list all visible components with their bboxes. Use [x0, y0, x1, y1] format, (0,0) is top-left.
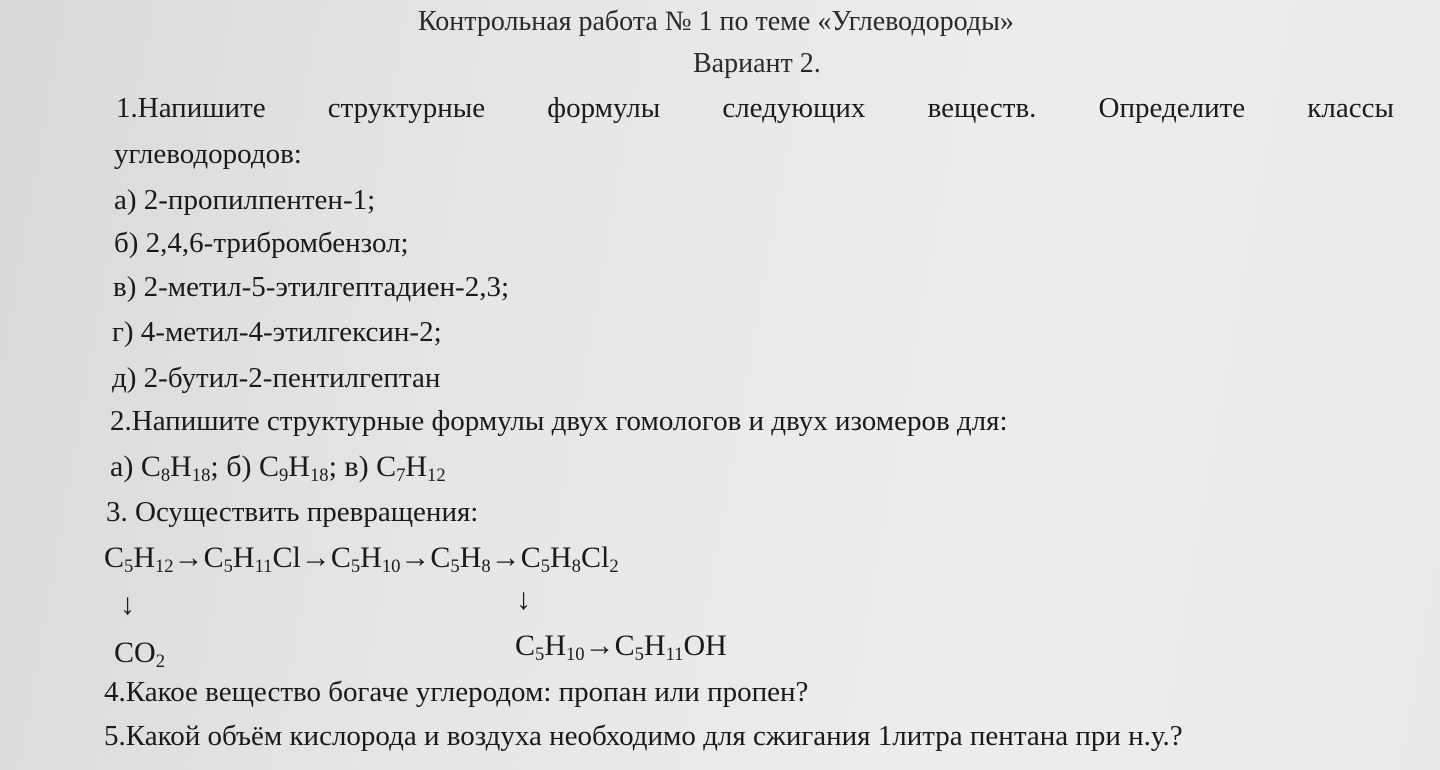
question-2-formulas	[110, 450, 446, 487]
co2-product	[114, 636, 165, 673]
subscript: 5	[350, 556, 361, 578]
element: Cl	[580, 541, 610, 574]
element: CO	[114, 636, 156, 669]
q1-item-b: б) 2,4,6-трибромбензол;	[114, 227, 409, 259]
subscript: 2	[609, 556, 619, 578]
question-1-line-1	[116, 92, 1394, 125]
down-arrow-left: ↓	[120, 588, 135, 621]
subscript: 8	[481, 556, 491, 578]
question-4-text: 4.Какое вещество богаче углеродом: пропан или пропен?	[104, 676, 809, 708]
element: C	[520, 541, 541, 574]
subscript: 5	[535, 644, 545, 666]
subscript: 9	[279, 465, 289, 487]
element: Cl	[272, 541, 301, 574]
subscript: 7	[396, 465, 406, 487]
subscript: 2	[155, 651, 165, 673]
reaction-chain	[104, 541, 619, 578]
down-arrow-right: ↓	[516, 583, 531, 616]
subscript: 5	[634, 644, 644, 666]
subscript: 12	[154, 556, 174, 578]
q1-word: формулы	[547, 92, 661, 124]
reaction-arrow: →	[300, 541, 331, 574]
reaction-arrow: →	[584, 629, 615, 662]
question-1-line-2: углеводородов:	[114, 138, 302, 170]
subscript: 11	[665, 644, 684, 666]
element: H	[643, 629, 666, 662]
q1-word: структурные	[327, 92, 486, 124]
element: H	[288, 450, 310, 483]
q1-item-c: в) 2-метил-5-этилгептадиен-2,3;	[113, 271, 510, 303]
subscript: 10	[565, 644, 585, 666]
element: H	[544, 629, 566, 662]
subscript: 5	[223, 556, 233, 578]
subscript: 5	[540, 556, 550, 578]
q1-word: Определите	[1098, 92, 1246, 124]
reaction-arrow: →	[173, 541, 204, 574]
q1-item-a: а) 2-пропилпентен-1;	[114, 184, 376, 216]
formula-label: ; б)	[210, 450, 259, 483]
reaction-arrow: →	[400, 541, 431, 574]
element: C	[330, 541, 351, 574]
page-title: Контрольная работа № 1 по теме «Углеводороды»	[418, 6, 1014, 37]
element: C	[515, 629, 536, 662]
element: H	[405, 450, 428, 483]
formula-label: а)	[110, 450, 141, 483]
element: H	[360, 541, 382, 574]
element: C	[140, 450, 161, 483]
element: C	[104, 541, 125, 574]
subscript: 5	[124, 556, 134, 578]
element: H	[459, 541, 482, 574]
subscript: 10	[381, 556, 401, 578]
element: H	[232, 541, 255, 574]
element: H	[133, 541, 155, 574]
subscript: 11	[254, 556, 273, 578]
subscript: 8	[160, 465, 171, 487]
subscript: 18	[191, 465, 211, 487]
element: C	[614, 629, 635, 662]
subscript: 8	[571, 556, 581, 578]
q1-item-e: д) 2-бутил-2-пентилгептан	[112, 362, 441, 394]
subscript: 18	[309, 465, 329, 487]
element: C	[258, 450, 279, 483]
question-2-text: 2.Напишите структурные формулы двух гомологов и двух изомеров для:	[110, 405, 1008, 437]
question-3-text: 3. Осуществить превращения:	[106, 496, 479, 528]
q1-word: веществ.	[927, 92, 1037, 124]
element: H	[170, 450, 192, 483]
question-5-text: 5.Какой объём кислорода и воздуха необходимо для сжигания 1литра пентана при н.у.?	[104, 720, 1183, 752]
element: C	[376, 450, 397, 483]
element: C	[203, 541, 224, 574]
element: H	[550, 541, 572, 574]
q1-word: 1.Напишите	[116, 92, 266, 124]
reaction-arrow: →	[490, 541, 521, 574]
q1-word: классы	[1307, 92, 1394, 124]
formula-label: ; в)	[328, 450, 377, 483]
subscript: 12	[427, 465, 446, 487]
q1-item-d: г) 4-метил-4-этилгексин-2;	[112, 316, 442, 348]
element: OH	[683, 629, 727, 662]
variant-label: Вариант 2.	[693, 48, 821, 79]
subscript: 5	[450, 556, 460, 578]
element: C	[430, 541, 451, 574]
q1-word: следующих	[722, 92, 866, 124]
reaction-branch	[515, 629, 727, 666]
